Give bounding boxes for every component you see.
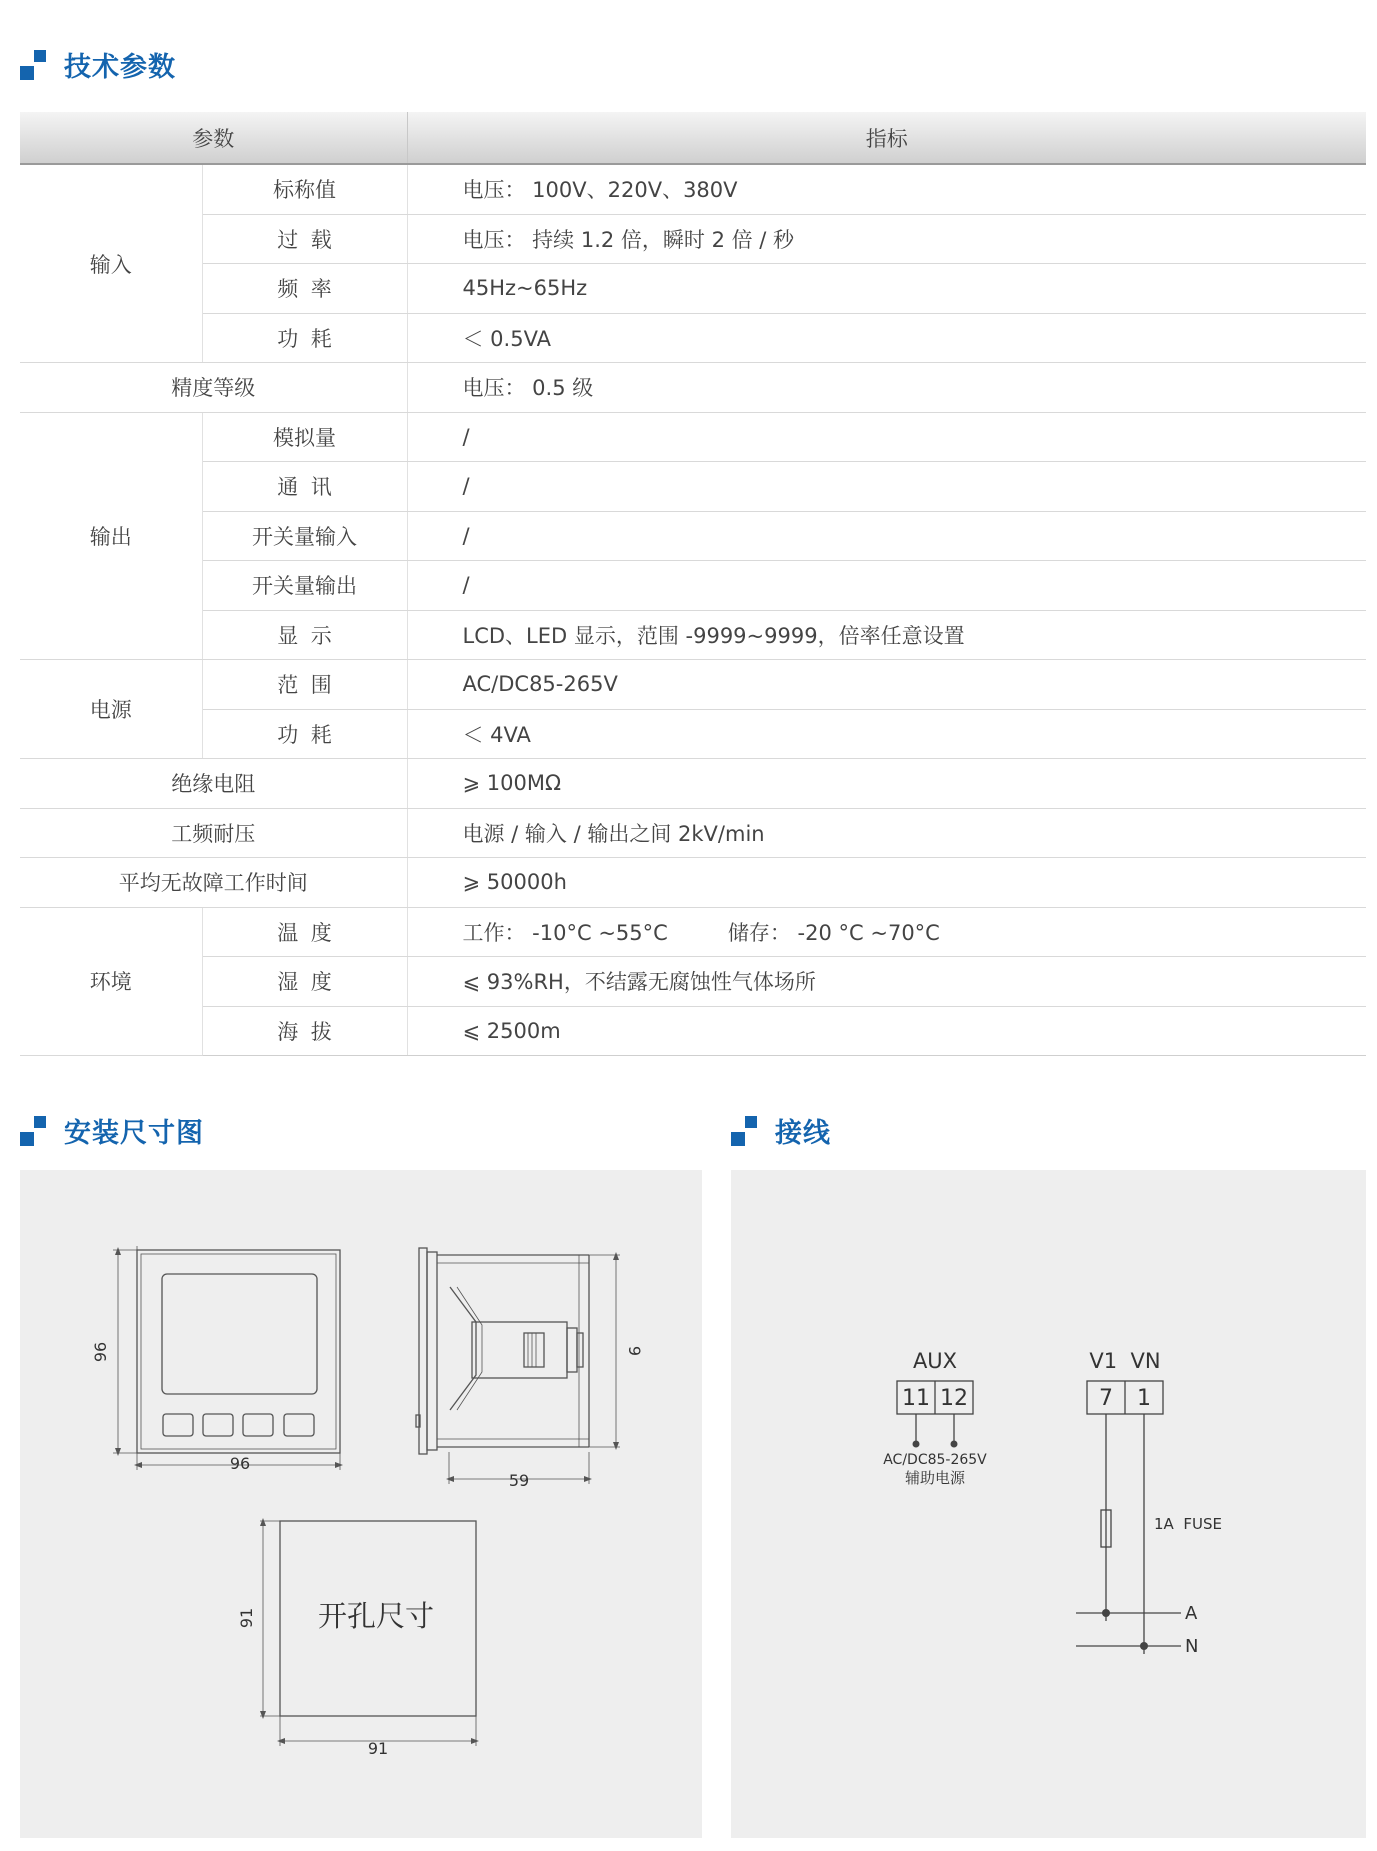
sub-param-cell: 标称值 <box>202 164 407 214</box>
group-cell: 环境 <box>20 907 202 1056</box>
sub-param-cell: 范围 <box>202 660 407 710</box>
table-row <box>20 462 1366 512</box>
dim-front-width: 96 <box>229 1454 251 1473</box>
dim-front-height: 96 <box>91 1341 110 1363</box>
sub-param-cell: 通讯 <box>202 462 407 512</box>
sub-param-cell: 过载 <box>202 214 407 264</box>
section-heading-tech <box>20 44 176 84</box>
value-cell: 电压： 持续 1.2 倍，瞬时 2 倍 / 秒 <box>407 214 1366 264</box>
value-cell: LCD、LED 显示，范围 -9999~9999，倍率任意设置 <box>407 610 1366 660</box>
wiring-diagram-panel <box>731 1170 1366 1838</box>
front-panel-inner <box>141 1254 336 1449</box>
section-title: 技术参数 <box>64 51 176 83</box>
terminal-12: 12 <box>940 1386 968 1411</box>
value-cell: ⩾ 100MΩ <box>407 759 1366 809</box>
voltage-input-label: V1 VN <box>1089 1349 1161 1373</box>
sub-param-cell: 开关量输出 <box>202 561 407 611</box>
header-spec: 指标 <box>407 112 1366 164</box>
value-cell: ＜ 4VA <box>407 709 1366 759</box>
value-cell: 电压： 0.5 级 <box>407 363 1366 413</box>
table-row <box>20 412 1366 462</box>
table-row <box>20 561 1366 611</box>
section-title: 安装尺寸图 <box>64 1117 204 1149</box>
install-drawing-panel <box>20 1170 702 1838</box>
group-cell: 输入 <box>20 164 202 363</box>
cutout-label: 开孔尺寸 <box>317 1599 435 1633</box>
table-row <box>20 660 1366 710</box>
dim-cutout-height: 91 <box>237 1607 256 1629</box>
front-panel-outline <box>137 1250 340 1453</box>
group-cell: 输出 <box>20 412 202 660</box>
value-cell: 电压： 100V、220V、380V <box>407 164 1366 214</box>
dim-side-depth: 59 <box>508 1471 530 1490</box>
table-row <box>20 264 1366 314</box>
phase-a-label: A <box>1185 1603 1198 1624</box>
value-cell: ⩽ 93%RH，不结露无腐蚀性气体场所 <box>407 957 1366 1007</box>
sub-param-cell: 显示 <box>202 610 407 660</box>
section-marker-icon <box>20 48 52 80</box>
section-title: 接线 <box>775 1117 831 1149</box>
value-cell: 工作： -10°C ~55°C 储存： -20 °C ~70°C <box>407 907 1366 957</box>
install-drawing <box>20 1170 702 1838</box>
sub-param-cell: 开关量输入 <box>202 511 407 561</box>
side-flange <box>427 1252 437 1450</box>
wiring-diagram <box>731 1170 1366 1838</box>
front-key <box>163 1414 193 1436</box>
section-marker-icon <box>20 1114 52 1146</box>
table-row <box>20 164 1366 214</box>
sub-param-cell: 功耗 <box>202 313 407 363</box>
sub-param-cell: 频率 <box>202 264 407 314</box>
display-window <box>162 1274 317 1394</box>
group-cell: 电源 <box>20 660 202 759</box>
value-cell: ⩾ 50000h <box>407 858 1366 908</box>
terminal-1: 1 <box>1137 1386 1151 1411</box>
fuse-label: 1A FUSE <box>1154 1515 1222 1533</box>
group-cell: 工频耐压 <box>20 808 407 858</box>
sub-param-cell: 功耗 <box>202 709 407 759</box>
table-row <box>20 957 1366 1007</box>
sub-param-cell: 模拟量 <box>202 412 407 462</box>
value-cell: 45Hz~65Hz <box>407 264 1366 314</box>
sub-param-cell: 海拔 <box>202 1006 407 1056</box>
dim-cutout-width: 91 <box>367 1739 389 1758</box>
group-cell: 平均无故障工作时间 <box>20 858 407 908</box>
aux-power-spec: AC/DC85-265V <box>883 1452 987 1468</box>
value-cell: / <box>407 561 1366 611</box>
table-row <box>20 709 1366 759</box>
value-cell: / <box>407 462 1366 512</box>
section-heading-wiring <box>731 1110 831 1150</box>
spec-table <box>20 112 1366 1056</box>
sub-param-cell: 湿度 <box>202 957 407 1007</box>
table-row <box>20 214 1366 264</box>
table-row <box>20 907 1366 957</box>
front-key <box>243 1414 273 1436</box>
table-row <box>20 313 1366 363</box>
group-cell: 精度等级 <box>20 363 407 413</box>
aux-power-label: 辅助电源 <box>904 1469 966 1487</box>
clamp-body <box>472 1322 567 1378</box>
table-row <box>20 610 1366 660</box>
section-heading-install <box>20 1110 204 1150</box>
table-row <box>20 363 1366 413</box>
value-cell: / <box>407 511 1366 561</box>
group-cell: 绝缘电阻 <box>20 759 407 809</box>
aux-label: AUX <box>912 1349 958 1373</box>
phase-n-label: N <box>1185 1636 1199 1657</box>
value-cell: ＜ 0.5VA <box>407 313 1366 363</box>
front-key <box>203 1414 233 1436</box>
value-cell: AC/DC85-265V <box>407 660 1366 710</box>
header-param: 参数 <box>20 112 407 164</box>
sub-param-cell: 温度 <box>202 907 407 957</box>
terminal-11: 11 <box>902 1386 930 1411</box>
table-row <box>20 808 1366 858</box>
section-marker-icon <box>731 1114 763 1146</box>
table-row <box>20 1006 1366 1056</box>
table-row <box>20 759 1366 809</box>
value-cell: / <box>407 412 1366 462</box>
front-key <box>284 1414 314 1436</box>
dim-side-height: 9 <box>625 1345 644 1357</box>
value-cell: 电源 / 输入 / 输出之间 2kV/min <box>407 808 1366 858</box>
value-cell: ⩽ 2500m <box>407 1006 1366 1056</box>
table-row <box>20 858 1366 908</box>
table-row <box>20 511 1366 561</box>
table-header <box>20 112 1366 164</box>
terminal-7: 7 <box>1099 1386 1113 1411</box>
